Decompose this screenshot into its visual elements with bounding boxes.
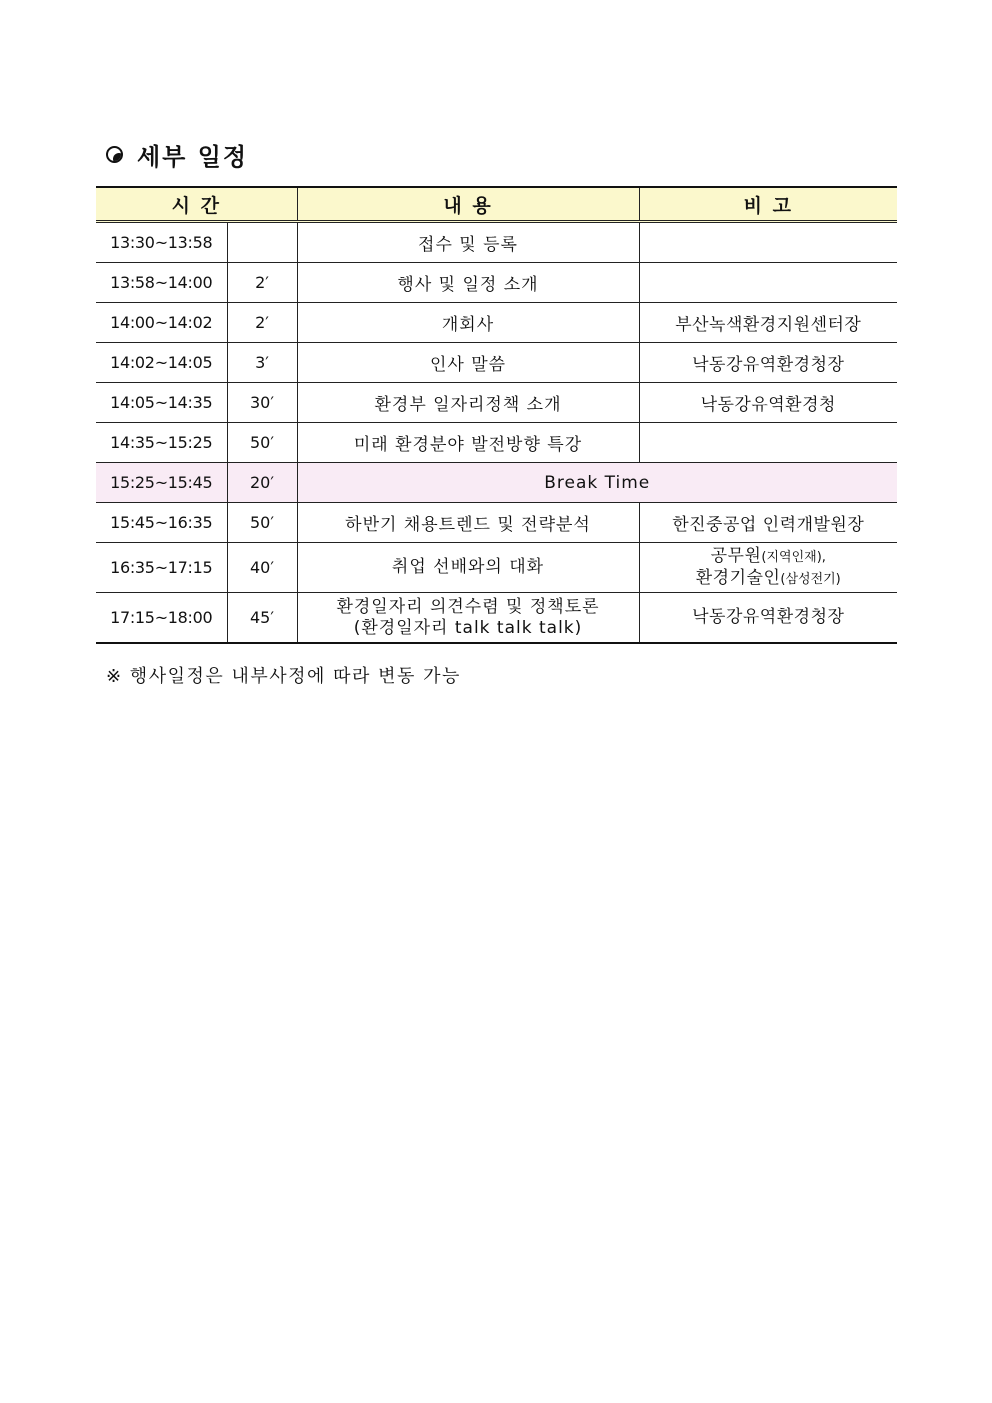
time-cell: 14:00~14:02 — [96, 303, 227, 343]
table-row — [96, 222, 897, 263]
schedule-table — [96, 186, 897, 644]
duration-cell: 45′ — [227, 593, 297, 644]
section-heading — [106, 138, 248, 170]
header-time: 시 간 — [96, 187, 297, 222]
note-cell: 낙동강유역환경청 — [639, 383, 897, 423]
duration-cell: 50′ — [227, 503, 297, 543]
table-row — [96, 263, 897, 303]
footnote: ※ 행사일정은 내부사정에 따라 변동 가능 — [106, 666, 461, 687]
note-cell — [639, 222, 897, 263]
note-cell: 부산녹색환경지원센터장 — [639, 303, 897, 343]
table-row — [96, 303, 897, 343]
note-line-2: 환경기술인 — [695, 567, 781, 588]
duration-cell — [227, 222, 297, 263]
table-row — [96, 423, 897, 463]
table-row — [96, 383, 897, 423]
table-header-row — [96, 187, 897, 222]
duration-cell: 2′ — [227, 263, 297, 303]
note-cell: 낙동강유역환경청장 — [639, 343, 897, 383]
circle-bullet-icon — [106, 146, 123, 163]
duration-cell: 3′ — [227, 343, 297, 383]
time-cell: 14:35~15:25 — [96, 423, 227, 463]
table-row — [96, 543, 897, 593]
duration-cell: 20′ — [227, 463, 297, 503]
note-cell — [639, 543, 897, 593]
note-line-2-detail: (삼성전기) — [780, 571, 841, 587]
time-cell: 15:45~16:35 — [96, 503, 227, 543]
content-cell: 접수 및 등록 — [297, 222, 639, 263]
duration-cell: 30′ — [227, 383, 297, 423]
content-cell: 행사 및 일정 소개 — [297, 263, 639, 303]
content-line-2: (환경일자리 talk talk talk) — [353, 617, 583, 638]
duration-cell: 40′ — [227, 543, 297, 593]
break-row — [96, 463, 897, 503]
break-time-cell: Break Time — [297, 463, 897, 503]
content-cell: 취업 선배와의 대화 — [297, 543, 639, 593]
note-line-1-detail: (지역인재), — [761, 549, 826, 565]
content-cell: 하반기 채용트렌드 및 전략분석 — [297, 503, 639, 543]
duration-cell: 2′ — [227, 303, 297, 343]
section-title: 세부 일정 — [137, 141, 249, 171]
note-cell: 한진중공업 인력개발원장 — [639, 503, 897, 543]
note-cell — [639, 263, 897, 303]
table-row — [96, 343, 897, 383]
header-content: 내 용 — [297, 187, 639, 222]
note-cell: 낙동강유역환경청장 — [639, 593, 897, 644]
note-line-1: 공무원 — [710, 545, 762, 566]
content-cell: 개회사 — [297, 303, 639, 343]
table-row — [96, 503, 897, 543]
time-cell: 14:05~14:35 — [96, 383, 227, 423]
header-note: 비 고 — [639, 187, 897, 222]
time-cell: 16:35~17:15 — [96, 543, 227, 593]
time-cell: 14:02~14:05 — [96, 343, 227, 383]
time-cell: 15:25~15:45 — [96, 463, 227, 503]
content-cell — [297, 593, 639, 644]
content-cell: 인사 말씀 — [297, 343, 639, 383]
content-cell: 환경부 일자리정책 소개 — [297, 383, 639, 423]
table-row — [96, 593, 897, 644]
time-cell: 13:30~13:58 — [96, 222, 227, 263]
note-cell — [639, 423, 897, 463]
time-cell: 13:58~14:00 — [96, 263, 227, 303]
time-cell: 17:15~18:00 — [96, 593, 227, 644]
content-line-1: 환경일자리 의견수렴 및 정책토론 — [336, 596, 600, 617]
content-cell: 미래 환경분야 발전방향 특강 — [297, 423, 639, 463]
duration-cell: 50′ — [227, 423, 297, 463]
